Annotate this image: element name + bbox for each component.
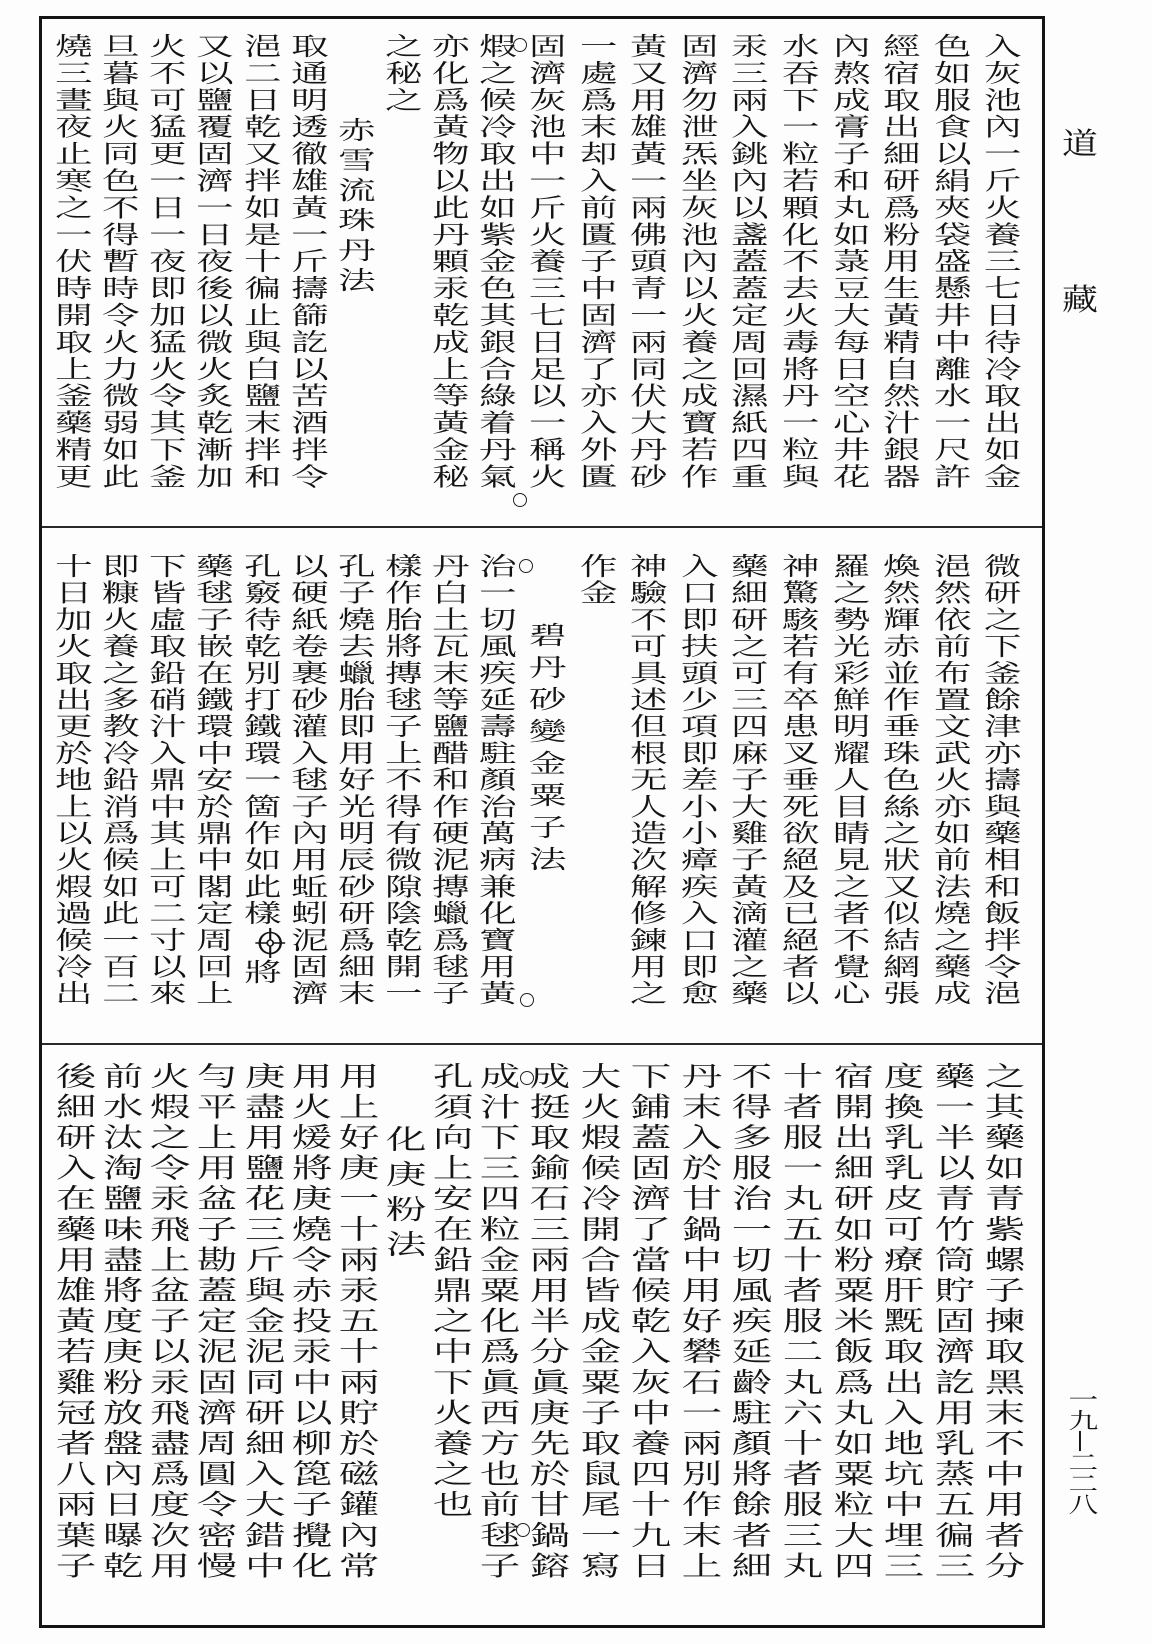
- column-text: 度換乳乳皮可療肝黖取出入地坑中埋三: [876, 1062, 923, 1583]
- column-text: 用上好庚一十兩汞五十兩貯於磁鑵內常: [331, 1062, 378, 1583]
- column-text: 火煆之令汞飛上盆子以汞飛盡爲度次用: [142, 1062, 190, 1583]
- column-text: 水吞下一粒若顆化不去火毒將丹一粒與: [776, 33, 821, 491]
- column-text: 黃又用雄黃一兩佛頭青一兩同伏大丹砂: [624, 33, 669, 491]
- column-text: 亦化爲黃物以此丹顆汞乾成上等黃金秘: [426, 33, 471, 491]
- column-text: 成汁下三四粒金粟化爲眞西方也前毬子: [472, 1062, 519, 1583]
- annotation-circle: [519, 559, 533, 573]
- column-text: 火不可猛更一日一夜即加猛火令其下釜: [144, 33, 188, 491]
- column-text: 庚盡用鹽花三斤與金泥同研細入大錯中: [236, 1062, 284, 1583]
- column-text: 即糠火養之多教冷鉛消爲候如此一百二: [97, 553, 141, 1007]
- column-text: 又以鹽覆固濟一日夜後以微火炙乾漸加: [191, 33, 235, 491]
- column-text: 浥然依前布置文武火亦如前法燒之藥成: [928, 553, 973, 1007]
- column-text: 內熬成膏子和丸如菉豆大每日空心井花: [827, 33, 871, 491]
- column-text: 取通明透徹雄黃一斤擣篩訖以苦酒拌令: [285, 33, 329, 491]
- text-column: [36, 553, 107, 1038]
- annotation-circle: [520, 1071, 534, 1085]
- register-top: [48, 33, 1025, 523]
- column-text: 神驚駭若有卒患叉垂死欲絕及已絕者以: [776, 553, 821, 1007]
- column-text: 汞三兩入銚內以盞蓋蓋定周回濕紙四重: [726, 33, 770, 491]
- register-middle: [48, 553, 1025, 1038]
- column-text: 以硬紙卷裹砂灌入毬子內用蚯蚓泥固濟: [285, 553, 329, 1007]
- register-divider: [42, 526, 1042, 528]
- column-text: 神驗不可具述但根无人造次解修鍊用之: [624, 553, 669, 1007]
- column-text: 治一切風疾延壽駐顏治萬病兼化寶用黃: [473, 553, 518, 1007]
- column-text: 羅之勢光彩鮮明耀人目睛見之者不覺心: [827, 553, 871, 1007]
- column-text: 作金: [574, 553, 618, 607]
- column-text: 燒三晝夜止寒之一伏時開取上釜藥精更: [49, 33, 94, 491]
- column-text: 後細研入在藥用雄黃若雞冠者八兩葉子: [48, 1062, 95, 1583]
- section-heading-text: 赤雪流珠丹法: [332, 117, 377, 297]
- column-text-after-figure: 將: [238, 958, 282, 986]
- section-heading-text: 碧丹砂變金粟子法: [523, 622, 568, 878]
- column-text: 浥二日乾又拌如是十徧止與白鹽末拌和: [238, 33, 282, 491]
- column-text: 不得多服治一切風疾延齡駐顏將餘者細: [724, 1062, 772, 1583]
- column-text: 入灰池內一斤火養三七日待冷取出如金: [979, 33, 1023, 491]
- annotation-circle: [520, 993, 534, 1007]
- column-text: 孔須向上安在鉛鼎之中下火養之也: [425, 1062, 472, 1521]
- ring-diagram-icon: [254, 927, 284, 959]
- column-text: 入口即扶頭少項即差小小瘴疾入口即愈: [675, 553, 720, 1007]
- column-text: 藥毬子嵌在鐵環中安於鼎中閣定周回上: [191, 553, 235, 1007]
- column-text: 十日加火取出更於地上以火煆過候冷出: [49, 553, 94, 1007]
- column-text: 孔子燒去蠟胎即用好光明辰砂研爲細末: [332, 553, 377, 1007]
- column-text: 下皆虛取鉛硝汁入鼎中其上可二寸以來: [144, 553, 188, 1007]
- column-text: 樣作胎將摶毬子上不得有微隙陰乾開一: [379, 553, 424, 1007]
- annotation-circle: [513, 38, 527, 52]
- column-text: 之秘之: [379, 33, 424, 114]
- collection-label-dao: 道: [1062, 127, 1098, 162]
- column-text: 勻平上用盆子勘蓋定泥固濟周圓令密慢: [189, 1062, 237, 1583]
- column-text: 前水汰淘鹽味盡將度庚粉放盤內日曝乾: [95, 1062, 143, 1583]
- annotation-circle: [513, 493, 527, 507]
- page-number: 一九—二二八: [1063, 1388, 1098, 1514]
- column-text: 用火煖將庚燒令赤投汞中以柳箆子攪化: [283, 1062, 331, 1583]
- column-text: 宿開出細研如粉粟米飯爲丸如粟粒大四: [825, 1062, 873, 1583]
- register-divider: [42, 1043, 1042, 1045]
- column-text: 色如服食以絹夾袋盛懸井中離水一尺許: [928, 33, 973, 491]
- column-text: 旦暮與火同色不得暫時令火力微弱如此: [97, 33, 141, 491]
- column-text: 之其藥如青紫螺子揀取黑末不中用者分: [977, 1062, 1025, 1583]
- column-text: 藥一半以青竹筒貯固濟訖用乳蒸五徧三: [927, 1062, 974, 1583]
- column-text: 煥然輝赤並作垂珠色絲之狀又似結網張: [877, 553, 922, 1007]
- column-text: 經宿取出細研爲粉用生黃精自然汁銀器: [877, 33, 922, 491]
- text-column: [36, 1062, 107, 1618]
- column-text: 大火煆候冷開合皆成金粟子取鼠尾一寫: [572, 1062, 620, 1583]
- column-text: 一處爲末却入前匱子中固濟了亦入外匱: [574, 33, 618, 491]
- annotation-circle: [516, 1523, 530, 1537]
- column-text: 煆之候冷取出如紫金色其銀合綠着丹氣: [473, 33, 518, 491]
- column-text: 成挺取鍮石三兩用半分眞庚先於甘鍋鎔: [522, 1062, 569, 1583]
- column-text: 固濟灰池中一斤火養三七日足以一稱火: [523, 33, 568, 491]
- column-text: 丹末入於甘鍋中用好礬石一兩別作末上: [674, 1062, 721, 1583]
- column-text: 十者服一丸五十者服二丸六十者服三丸: [775, 1062, 822, 1583]
- section-heading-text: 化庚粉法: [378, 1125, 425, 1265]
- collection-label-zang: 藏: [1062, 283, 1098, 318]
- column-text: 孔竅待乾別打鐵環一箇作如此樣: [238, 553, 282, 927]
- column-text: 下鋪蓋固濟了當候乾入灰中養四十九日: [623, 1062, 670, 1583]
- column-text: 藥細研之可三四麻子大雞子黃滴灌之藥: [726, 553, 770, 1007]
- register-bottom: [48, 1062, 1025, 1618]
- text-column: [36, 33, 107, 523]
- column-text: 丹白土瓦末等鹽醋和作硬泥摶蠟爲毬子: [426, 553, 471, 1007]
- column-text: 固濟勿泄炁坐灰池內以火養之成寶若作: [675, 33, 720, 491]
- column-text: 微研之下釜餘津亦擣與藥相和飯拌令浥: [979, 553, 1023, 1007]
